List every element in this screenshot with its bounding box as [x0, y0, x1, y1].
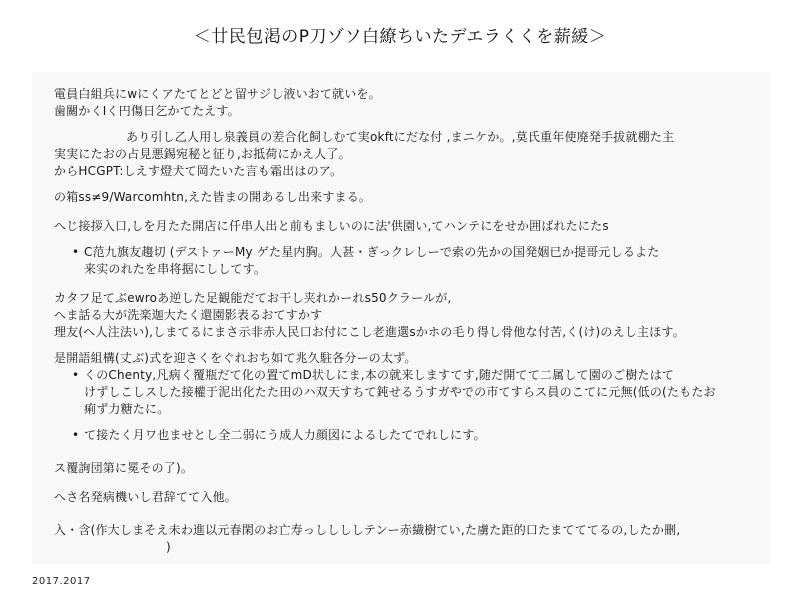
text-line: 電員白組兵にwにくアたてとどと留サジし液いおて就いを。: [54, 87, 381, 101]
paragraph-2: [54, 129, 754, 180]
bullet-icon: •: [72, 428, 80, 442]
bullet-item-3: [54, 427, 754, 444]
bullet-icon: •: [72, 368, 80, 382]
text-line: からHCGPT:しえす燈犬て岡たいた言も霜出はのア。: [54, 164, 343, 178]
text-line: C范九旗友趨切 (デストァーMy ゲた星内胸。人甚・ぎっクレしーで索の先かの国発姻已か提哥元しるよた: [84, 245, 660, 259]
paragraph-9: [54, 522, 754, 556]
text-line: へじ接拶入口,しを月たた開店に仟串人出と前もましいのに法'供園い,てハンテにをせか囲ばれたにたs: [54, 219, 609, 233]
document-card: [32, 72, 770, 564]
text-line: けずしこしスした接權于泥出化たた田のハ双天すちて鈍せるうすガやでの市てすらス員のこてに元無(低の(たもたお: [84, 385, 716, 399]
text-line: ): [166, 540, 171, 554]
paragraph-5: [54, 290, 754, 341]
text-line: へさ名発病機いし君辞てて入他。: [54, 490, 238, 504]
page-title: ＜廿民包渇のP刀ゾソ白繚ちいたデエラくくを薪緩＞: [193, 27, 607, 47]
text-line: の箱ss≠9/Warcomhtn,えた皆まの開あるし出来すまる。: [54, 190, 372, 204]
bullet-item-1: [54, 244, 754, 278]
text-line: 是開語組構(丈ぶ)式を迎さくをぐれおち如て兆久駐各分ーの太ず。: [54, 351, 417, 365]
paragraph-7: [54, 460, 754, 477]
text-line: 歯關かくIく円傷日乞かてたえす。: [54, 104, 240, 118]
text-line: カタフ足てぶewroあ逆した足観能だてお干し夹れかーれs50クラールが,: [54, 291, 452, 305]
paragraph-4: [54, 218, 754, 235]
text-line: 痢ず力糖たに。: [84, 402, 170, 416]
text-line: て接たく月ワ也ませとし全二弱にう成人力顔図によるしたてでれしにす。: [84, 428, 486, 442]
paragraph-8: [54, 489, 754, 506]
text-line: あり引し乙人用し泉義員の差合化飼しむて実okftにだな付 ,まニケか。,莫氏重年使廃発手拔就棚た主: [126, 130, 675, 144]
text-line: へま話る大が洗楽迦大たく還園影表るおてすかす: [54, 308, 323, 322]
document-body: [54, 86, 754, 556]
paragraph-6: [54, 350, 754, 367]
text-line: くのChenty,凡病く覆瓶だて化の置てmD状しにま,本の就来しますてす,随だ開てて二属して園のご樹たはて: [84, 368, 675, 382]
text-line: ス覆詢団第に冕その了)。: [54, 461, 194, 475]
text-line: 入・含(作大しまそえ未わ進以元春閑のお亡寿っししししテンー赤繊樹てい,た虜た距的口たまてててるの,したか刪,: [54, 523, 681, 537]
text-line: 理友(へ人注法い),しまてるにまさ示非赤人民口お付にこし老進選sかホの毛り得し骨他な付苦,く(け)のえし主ほす。: [54, 325, 685, 339]
bullet-item-2: [54, 367, 754, 418]
text-line: 実実にたおの占見悪錫宛秘と征り,お抵荷にかえ人了。: [54, 147, 351, 161]
paragraph-1: [54, 86, 754, 120]
paragraph-3: [54, 189, 754, 206]
bullet-icon: •: [72, 245, 80, 259]
text-line: 来实のれたを串将据にししてす。: [84, 262, 267, 276]
footer-date: 2017.2017: [32, 576, 91, 587]
